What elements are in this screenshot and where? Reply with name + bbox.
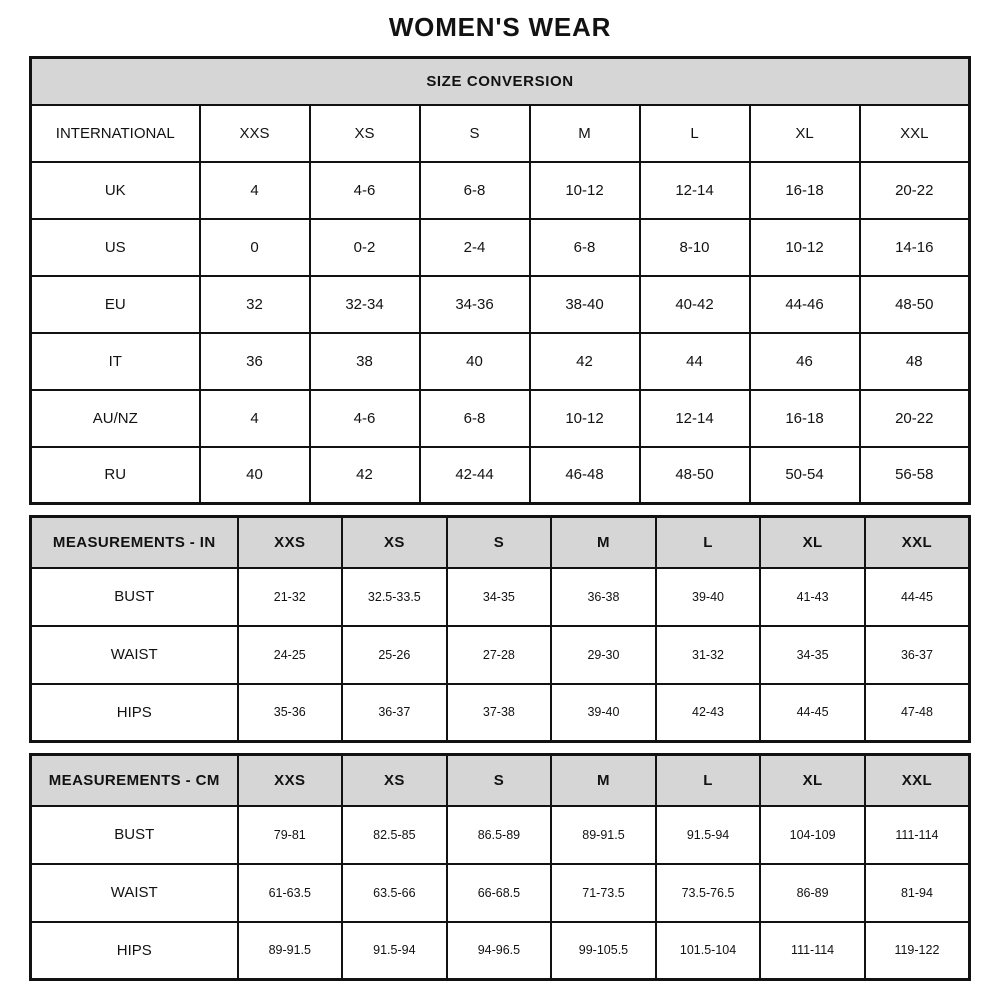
size-conversion-cell: 4 xyxy=(200,390,310,447)
measurements-cm-cell: 81-94 xyxy=(865,864,970,922)
size-conversion-cell: 4-6 xyxy=(310,390,420,447)
measurements-cm-header: MEASUREMENTS - CM xyxy=(31,755,238,806)
measurements-in-col-xl: XL xyxy=(760,517,865,568)
size-conversion-cell: 40 xyxy=(420,333,530,390)
measurements-cm-row-hips xyxy=(31,922,970,980)
row-label-ru: RU xyxy=(31,447,200,504)
measurements-cm-cell: 91.5-94 xyxy=(342,922,447,980)
page-title: WOMEN'S WEAR xyxy=(388,12,612,42)
size-conversion-row-eu xyxy=(31,276,970,333)
measurements-cm-col-xl: XL xyxy=(760,755,865,806)
row-label-hips: HIPS xyxy=(31,922,238,980)
size-conversion-cell: 32 xyxy=(200,276,310,333)
measurements-in-col-xxl: XXL xyxy=(865,517,970,568)
measurements-in-cell: 41-43 xyxy=(760,568,865,626)
size-conversion-cell: 56-58 xyxy=(860,447,970,504)
size-conversion-cell: 0-2 xyxy=(310,219,420,276)
size-conversion-cell: 4 xyxy=(200,162,310,219)
size-conversion-cell: 44-46 xyxy=(750,276,860,333)
measurements-in-cell: 24-25 xyxy=(238,626,343,684)
size-conversion-cell: 38-40 xyxy=(530,276,640,333)
measurements-cm-cell: 79-81 xyxy=(238,806,343,864)
size-conversion-cell: 20-22 xyxy=(860,390,970,447)
measurements-cm-cell: 86-89 xyxy=(760,864,865,922)
measurements-cm-cell: 104-109 xyxy=(760,806,865,864)
measurements-in-cell: 39-40 xyxy=(551,684,656,742)
measurements-in-row-bust xyxy=(31,568,970,626)
measurements-in-col-xxs: XXS xyxy=(238,517,343,568)
size-conversion-column-header-row xyxy=(31,105,970,162)
measurements-cm-col-l: L xyxy=(656,755,761,806)
row-label-waist: WAIST xyxy=(31,626,238,684)
size-conversion-cell: 6-8 xyxy=(530,219,640,276)
size-conversion-cell: 10-12 xyxy=(530,162,640,219)
size-conversion-cell: 12-14 xyxy=(640,390,750,447)
measurements-cm-cell: 66-68.5 xyxy=(447,864,552,922)
size-conversion-cell: 34-36 xyxy=(420,276,530,333)
size-conversion-cell: 10-12 xyxy=(750,219,860,276)
size-conversion-row-au-nz xyxy=(31,390,970,447)
row-label-us: US xyxy=(31,219,200,276)
measurements-in-cell: 21-32 xyxy=(238,568,343,626)
measurements-cm-cell: 89-91.5 xyxy=(551,806,656,864)
size-conversion-cell: 8-10 xyxy=(640,219,750,276)
measurements-in-header-row xyxy=(31,517,970,568)
row-label-au-nz: AU/NZ xyxy=(31,390,200,447)
size-conversion-cell: 50-54 xyxy=(750,447,860,504)
size-conversion-col-s: S xyxy=(420,105,530,162)
size-conversion-cell: 20-22 xyxy=(860,162,970,219)
measurements-cm-cell: 86.5-89 xyxy=(447,806,552,864)
size-conversion-cell: 46 xyxy=(750,333,860,390)
size-conversion-row-us xyxy=(31,219,970,276)
measurements-in-cell: 42-43 xyxy=(656,684,761,742)
measurements-in-cell: 31-32 xyxy=(656,626,761,684)
size-conversion-cell: 10-12 xyxy=(530,390,640,447)
measurements-cm-col-xxs: XXS xyxy=(238,755,343,806)
measurements-cm-cell: 61-63.5 xyxy=(238,864,343,922)
size-conversion-cell: 48 xyxy=(860,333,970,390)
measurements-in-col-s: S xyxy=(447,517,552,568)
size-conversion-cell: 4-6 xyxy=(310,162,420,219)
measurements-cm-cell: 99-105.5 xyxy=(551,922,656,980)
measurements-in-col-m: M xyxy=(551,517,656,568)
measurements-cm-col-xxl: XXL xyxy=(865,755,970,806)
size-conversion-cell: 46-48 xyxy=(530,447,640,504)
measurements-cm-col-s: S xyxy=(447,755,552,806)
size-conversion-cell: 44 xyxy=(640,333,750,390)
size-conversion-row-ru xyxy=(31,447,970,504)
size-conversion-col-xl: XL xyxy=(750,105,860,162)
measurements-cm-col-m: M xyxy=(551,755,656,806)
measurements-in-cell: 25-26 xyxy=(342,626,447,684)
measurements-in-cell: 39-40 xyxy=(656,568,761,626)
size-conversion-cell: 42 xyxy=(310,447,420,504)
size-conversion-cell: 40-42 xyxy=(640,276,750,333)
measurements-in-col-l: L xyxy=(656,517,761,568)
measurements-in-col-xs: XS xyxy=(342,517,447,568)
measurements-cm-cell: 101.5-104 xyxy=(656,922,761,980)
measurements-in-table xyxy=(29,515,971,743)
size-conversion-cell: 0 xyxy=(200,219,310,276)
measurements-cm-cell: 111-114 xyxy=(865,806,970,864)
size-conversion-cell: 48-50 xyxy=(860,276,970,333)
size-conversion-col-xxs: XXS xyxy=(200,105,310,162)
measurements-cm-row-bust xyxy=(31,806,970,864)
size-conversion-cell: 6-8 xyxy=(420,390,530,447)
size-conversion-col-m: M xyxy=(530,105,640,162)
measurements-cm-cell: 63.5-66 xyxy=(342,864,447,922)
size-conversion-cell: 42-44 xyxy=(420,447,530,504)
row-label-hips: HIPS xyxy=(31,684,238,742)
measurements-in-cell: 34-35 xyxy=(760,626,865,684)
row-label-it: IT xyxy=(31,333,200,390)
measurements-in-cell: 37-38 xyxy=(447,684,552,742)
measurements-cm-header-row xyxy=(31,755,970,806)
measurements-in-row-waist xyxy=(31,626,970,684)
measurements-in-cell: 34-35 xyxy=(447,568,552,626)
size-conversion-cell: 32-34 xyxy=(310,276,420,333)
measurements-cm-cell: 82.5-85 xyxy=(342,806,447,864)
row-label-eu: EU xyxy=(31,276,200,333)
size-conversion-cell: 40 xyxy=(200,447,310,504)
measurements-in-cell: 29-30 xyxy=(551,626,656,684)
measurements-cm-cell: 89-91.5 xyxy=(238,922,343,980)
size-conversion-cell: 36 xyxy=(200,333,310,390)
size-conversion-row-uk xyxy=(31,162,970,219)
measurements-cm-cell: 73.5-76.5 xyxy=(656,864,761,922)
size-conversion-col-xs: XS xyxy=(310,105,420,162)
size-conversion-cell: 48-50 xyxy=(640,447,750,504)
measurements-cm-cell: 71-73.5 xyxy=(551,864,656,922)
measurements-in-cell: 36-38 xyxy=(551,568,656,626)
measurements-in-cell: 32.5-33.5 xyxy=(342,568,447,626)
size-conversion-table xyxy=(29,56,971,505)
measurements-in-cell: 44-45 xyxy=(865,568,970,626)
size-conversion-cell: 12-14 xyxy=(640,162,750,219)
measurements-in-cell: 35-36 xyxy=(238,684,343,742)
size-conversion-col-l: L xyxy=(640,105,750,162)
size-conversion-cell: 16-18 xyxy=(750,390,860,447)
measurements-cm-cell: 119-122 xyxy=(865,922,970,980)
row-label-uk: UK xyxy=(31,162,200,219)
measurements-cm-cell: 91.5-94 xyxy=(656,806,761,864)
row-label-waist: WAIST xyxy=(31,864,238,922)
size-conversion-row-it xyxy=(31,333,970,390)
measurements-in-cell: 36-37 xyxy=(342,684,447,742)
measurements-in-cell: 27-28 xyxy=(447,626,552,684)
row-label-bust: BUST xyxy=(31,806,238,864)
measurements-in-cell: 44-45 xyxy=(760,684,865,742)
size-conversion-cell: 6-8 xyxy=(420,162,530,219)
measurements-in-cell: 47-48 xyxy=(865,684,970,742)
measurements-in-header: MEASUREMENTS - IN xyxy=(31,517,238,568)
size-conversion-cell: 16-18 xyxy=(750,162,860,219)
row-label-bust: BUST xyxy=(31,568,238,626)
size-conversion-cell: 14-16 xyxy=(860,219,970,276)
measurements-cm-cell: 94-96.5 xyxy=(447,922,552,980)
measurements-cm-row-waist xyxy=(31,864,970,922)
size-conversion-cell: 42 xyxy=(530,333,640,390)
measurements-cm-table xyxy=(29,753,971,981)
size-conversion-col-xxl: XXL xyxy=(860,105,970,162)
size-conversion-banner-row xyxy=(31,58,970,105)
measurements-in-cell: 36-37 xyxy=(865,626,970,684)
measurements-cm-col-xs: XS xyxy=(342,755,447,806)
measurements-in-row-hips xyxy=(31,684,970,742)
size-conversion-col-international: INTERNATIONAL xyxy=(31,105,200,162)
measurements-cm-cell: 111-114 xyxy=(760,922,865,980)
size-conversion-header: SIZE CONVERSION xyxy=(31,58,970,105)
size-conversion-cell: 2-4 xyxy=(420,219,530,276)
size-conversion-cell: 38 xyxy=(310,333,420,390)
